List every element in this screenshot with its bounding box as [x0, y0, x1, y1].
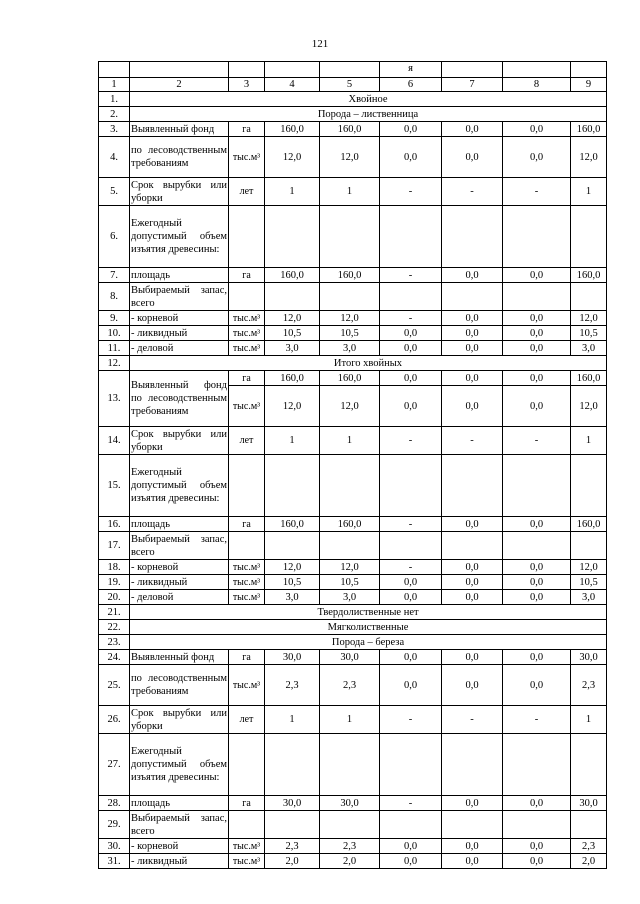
- header-fragment: я: [408, 63, 413, 74]
- row-number: 15.: [99, 455, 130, 517]
- column-number: 7: [442, 78, 503, 92]
- value-cell: 12,0: [320, 386, 380, 427]
- value-cell: 0,0: [503, 268, 571, 283]
- header-cell: [380, 62, 442, 78]
- value-cell: [380, 283, 442, 311]
- value-cell: 1: [320, 427, 380, 455]
- row-name: площадь: [130, 517, 229, 532]
- value-cell: [571, 532, 607, 560]
- value-cell: 0,0: [503, 386, 571, 427]
- row-name: Срок вырубки или уборки: [131, 428, 227, 453]
- section-title: Хвойное: [130, 92, 607, 107]
- value-cell: 0,0: [503, 517, 571, 532]
- value-cell: 0,0: [503, 137, 571, 178]
- row-number: 5.: [99, 178, 130, 206]
- table-row: [99, 854, 607, 869]
- value-cell: [503, 734, 571, 796]
- value-cell: 160,0: [320, 371, 380, 386]
- row-number: 28.: [99, 796, 130, 811]
- value-cell: [320, 455, 380, 517]
- value-cell: [503, 532, 571, 560]
- column-number: 9: [571, 78, 607, 92]
- table-row: [99, 137, 607, 178]
- value-cell: [442, 283, 503, 311]
- value-cell: [442, 734, 503, 796]
- value-cell: [503, 206, 571, 268]
- row-name: Выявленный фонд: [130, 122, 229, 137]
- value-cell: [265, 811, 320, 839]
- value-cell: -: [380, 706, 442, 734]
- header-cell: [130, 62, 229, 78]
- value-cell: 1: [265, 706, 320, 734]
- table-row: [99, 311, 607, 326]
- value-cell: 2,0: [571, 854, 607, 869]
- value-cell: 0,0: [380, 590, 442, 605]
- value-cell: 12,0: [571, 311, 607, 326]
- section-title: Твердолиственные нет: [130, 605, 607, 620]
- column-number: 4: [265, 78, 320, 92]
- value-cell: 0,0: [442, 268, 503, 283]
- row-unit: тыс.м³: [229, 560, 265, 575]
- value-cell: 0,0: [442, 650, 503, 665]
- row-number: 12.: [99, 356, 130, 371]
- value-cell: [442, 532, 503, 560]
- value-cell: 0,0: [442, 796, 503, 811]
- row-unit: тыс.м³: [229, 854, 265, 869]
- table-row: [99, 796, 607, 811]
- value-cell: 3,0: [265, 341, 320, 356]
- row-number: 17.: [99, 532, 130, 560]
- header-row: [99, 62, 607, 78]
- row-number: 21.: [99, 605, 130, 620]
- value-cell: 160,0: [320, 122, 380, 137]
- row-number: 7.: [99, 268, 130, 283]
- row-number: 30.: [99, 839, 130, 854]
- value-cell: 30,0: [265, 650, 320, 665]
- row-name: - ликвидный: [130, 575, 229, 590]
- row-number: 10.: [99, 326, 130, 341]
- value-cell: 2,3: [571, 665, 607, 706]
- table-row: [99, 455, 607, 517]
- value-cell: 10,5: [265, 575, 320, 590]
- value-cell: 160,0: [265, 517, 320, 532]
- value-cell: 0,0: [503, 371, 571, 386]
- column-number: 1: [99, 78, 130, 92]
- row-number: 22.: [99, 620, 130, 635]
- table-row: [99, 839, 607, 854]
- column-number: 6: [380, 78, 442, 92]
- value-cell: 0,0: [442, 311, 503, 326]
- value-cell: -: [442, 178, 503, 206]
- row-number: 2.: [99, 107, 130, 122]
- row-number: 1.: [99, 92, 130, 107]
- row-name: Выбираемый запас, всего: [131, 812, 227, 837]
- value-cell: -: [380, 178, 442, 206]
- table-row: [99, 706, 607, 734]
- value-cell: 0,0: [380, 386, 442, 427]
- value-cell: 0,0: [380, 854, 442, 869]
- row-number: 4.: [99, 137, 130, 178]
- value-cell: 0,0: [503, 650, 571, 665]
- row-number: 27.: [99, 734, 130, 796]
- value-cell: 0,0: [442, 137, 503, 178]
- value-cell: 0,0: [380, 575, 442, 590]
- table-row: [99, 326, 607, 341]
- table-row: [99, 532, 607, 560]
- value-cell: 10,5: [571, 575, 607, 590]
- table-row: [99, 665, 607, 706]
- value-cell: 12,0: [265, 137, 320, 178]
- value-cell: 2,3: [265, 665, 320, 706]
- value-cell: 0,0: [442, 371, 503, 386]
- value-cell: 160,0: [571, 122, 607, 137]
- table-row: [99, 650, 607, 665]
- value-cell: [380, 734, 442, 796]
- value-cell: 0,0: [380, 326, 442, 341]
- row-unit: тыс.м³: [229, 137, 265, 178]
- value-cell: 160,0: [265, 268, 320, 283]
- row-name: Выявленный фонд по лесоводственным требованиям: [130, 371, 229, 427]
- value-cell: [320, 283, 380, 311]
- value-cell: 12,0: [265, 560, 320, 575]
- value-cell: -: [503, 178, 571, 206]
- row-number: 13.: [99, 371, 130, 427]
- value-cell: 12,0: [571, 560, 607, 575]
- value-cell: 10,5: [571, 326, 607, 341]
- row-number: 9.: [99, 311, 130, 326]
- table-row: [99, 734, 607, 796]
- row-unit: лет: [229, 706, 265, 734]
- value-cell: 0,0: [442, 590, 503, 605]
- section-row: [99, 635, 607, 650]
- value-cell: 12,0: [571, 386, 607, 427]
- row-number: 24.: [99, 650, 130, 665]
- value-cell: 1: [265, 178, 320, 206]
- table-row: [99, 590, 607, 605]
- value-cell: 30,0: [320, 650, 380, 665]
- column-number: 2: [130, 78, 229, 92]
- row-unit: лет: [229, 427, 265, 455]
- row-name: по лесоводственным требованиям: [130, 665, 229, 706]
- row-unit: тыс.м³: [229, 311, 265, 326]
- row-unit: [229, 532, 265, 560]
- value-cell: 160,0: [320, 268, 380, 283]
- row-name: площадь: [130, 796, 229, 811]
- value-cell: 0,0: [380, 665, 442, 706]
- row-number: 3.: [99, 122, 130, 137]
- row-number: 11.: [99, 341, 130, 356]
- row-number: 14.: [99, 427, 130, 455]
- value-cell: -: [442, 427, 503, 455]
- row-name: Выявленный фонд: [130, 650, 229, 665]
- row-unit: га: [229, 517, 265, 532]
- row-name: - корневой: [130, 839, 229, 854]
- table-row: [99, 560, 607, 575]
- value-cell: 0,0: [442, 560, 503, 575]
- row-number: 8.: [99, 283, 130, 311]
- row-name: Выбираемый запас, всего: [131, 284, 227, 309]
- section-row: [99, 605, 607, 620]
- row-number: 29.: [99, 811, 130, 839]
- value-cell: [265, 532, 320, 560]
- table-row: [99, 283, 607, 311]
- row-name: - деловой: [130, 590, 229, 605]
- value-cell: -: [380, 796, 442, 811]
- row-unit: га: [229, 650, 265, 665]
- value-cell: -: [503, 427, 571, 455]
- value-cell: 2,3: [265, 839, 320, 854]
- value-cell: 3,0: [571, 590, 607, 605]
- value-cell: 1: [265, 427, 320, 455]
- row-unit: га: [229, 796, 265, 811]
- value-cell: 0,0: [503, 854, 571, 869]
- value-cell: 0,0: [380, 650, 442, 665]
- value-cell: 0,0: [503, 341, 571, 356]
- row-name: Срок вырубки или уборки: [131, 179, 227, 204]
- value-cell: 30,0: [265, 796, 320, 811]
- value-cell: [265, 206, 320, 268]
- column-number-row: [99, 78, 607, 92]
- table-row: [99, 178, 607, 206]
- value-cell: 1: [571, 706, 607, 734]
- row-number: 31.: [99, 854, 130, 869]
- value-cell: 0,0: [503, 839, 571, 854]
- value-cell: 30,0: [571, 650, 607, 665]
- value-cell: [320, 811, 380, 839]
- value-cell: 160,0: [571, 268, 607, 283]
- row-unit: тыс.м³: [229, 326, 265, 341]
- value-cell: -: [380, 560, 442, 575]
- value-cell: 0,0: [442, 326, 503, 341]
- header-cell: [265, 62, 320, 78]
- row-name: Ежегодный допустимый объем изъятия древесины:: [130, 734, 229, 796]
- value-cell: [503, 455, 571, 517]
- row-unit: лет: [229, 178, 265, 206]
- value-cell: 0,0: [380, 341, 442, 356]
- page-number: 121: [311, 38, 329, 50]
- row-number: 20.: [99, 590, 130, 605]
- row-number: 23.: [99, 635, 130, 650]
- table-body: [99, 62, 607, 869]
- row-number: 6.: [99, 206, 130, 268]
- value-cell: 1: [320, 178, 380, 206]
- value-cell: -: [380, 517, 442, 532]
- value-cell: [503, 811, 571, 839]
- row-number: 26.: [99, 706, 130, 734]
- value-cell: 0,0: [442, 575, 503, 590]
- value-cell: 0,0: [442, 665, 503, 706]
- row-number: 19.: [99, 575, 130, 590]
- value-cell: [320, 532, 380, 560]
- value-cell: 0,0: [380, 122, 442, 137]
- section-title: Мягколиственные: [130, 620, 607, 635]
- value-cell: [380, 206, 442, 268]
- value-cell: 3,0: [571, 341, 607, 356]
- row-name: Ежегодный допустимый объем изъятия древесины:: [130, 455, 229, 517]
- value-cell: [442, 206, 503, 268]
- value-cell: 160,0: [571, 371, 607, 386]
- row-name: - корневой: [130, 560, 229, 575]
- value-cell: 160,0: [571, 517, 607, 532]
- table-row: [99, 575, 607, 590]
- value-cell: 1: [571, 178, 607, 206]
- value-cell: [380, 811, 442, 839]
- column-number: 8: [503, 78, 571, 92]
- row-unit: [229, 283, 265, 311]
- value-cell: 3,0: [265, 590, 320, 605]
- header-cell: [229, 62, 265, 78]
- value-cell: 0,0: [442, 122, 503, 137]
- value-cell: 0,0: [442, 839, 503, 854]
- section-row: [99, 620, 607, 635]
- row-name: - ликвидный: [130, 854, 229, 869]
- value-cell: 30,0: [571, 796, 607, 811]
- value-cell: 2,0: [265, 854, 320, 869]
- value-cell: 2,0: [320, 854, 380, 869]
- value-cell: 0,0: [380, 839, 442, 854]
- table-row: [99, 371, 607, 386]
- value-cell: 30,0: [320, 796, 380, 811]
- row-unit: [229, 206, 265, 268]
- table-row: [99, 811, 607, 839]
- row-number: 25.: [99, 665, 130, 706]
- value-cell: 3,0: [320, 341, 380, 356]
- section-row: [99, 356, 607, 371]
- value-cell: 0,0: [442, 854, 503, 869]
- value-cell: [380, 455, 442, 517]
- column-number: 5: [320, 78, 380, 92]
- value-cell: 12,0: [320, 137, 380, 178]
- row-unit: тыс.м³: [229, 386, 265, 427]
- row-unit: тыс.м³: [229, 665, 265, 706]
- value-cell: [320, 734, 380, 796]
- row-name: Выбираемый запас, всего: [131, 533, 227, 558]
- value-cell: 10,5: [320, 575, 380, 590]
- row-name: по лесоводственным требованиям: [130, 137, 229, 178]
- row-unit: тыс.м³: [229, 839, 265, 854]
- value-cell: 1: [571, 427, 607, 455]
- value-cell: 12,0: [265, 311, 320, 326]
- value-cell: 0,0: [442, 517, 503, 532]
- section-row: [99, 92, 607, 107]
- value-cell: 0,0: [503, 560, 571, 575]
- value-cell: 2,3: [320, 665, 380, 706]
- value-cell: [265, 734, 320, 796]
- value-cell: 160,0: [265, 371, 320, 386]
- value-cell: 10,5: [265, 326, 320, 341]
- row-name: - корневой: [130, 311, 229, 326]
- value-cell: 1: [320, 706, 380, 734]
- value-cell: 0,0: [503, 575, 571, 590]
- row-unit: [229, 734, 265, 796]
- value-cell: [265, 455, 320, 517]
- table-row: [99, 122, 607, 137]
- value-cell: 2,3: [571, 839, 607, 854]
- row-unit: тыс.м³: [229, 575, 265, 590]
- table-row: [99, 427, 607, 455]
- value-cell: 0,0: [442, 386, 503, 427]
- row-name: Ежегодный допустимый объем изъятия древесины:: [130, 206, 229, 268]
- row-name: - деловой: [130, 341, 229, 356]
- header-cell: [503, 62, 571, 78]
- row-unit: га: [229, 268, 265, 283]
- header-cell: [320, 62, 380, 78]
- row-name: - ликвидный: [130, 326, 229, 341]
- row-unit: [229, 455, 265, 517]
- table-row: [99, 341, 607, 356]
- value-cell: [571, 734, 607, 796]
- value-cell: 12,0: [320, 560, 380, 575]
- value-cell: 0,0: [503, 590, 571, 605]
- value-cell: 2,3: [320, 839, 380, 854]
- value-cell: -: [380, 268, 442, 283]
- value-cell: 10,5: [320, 326, 380, 341]
- value-cell: -: [503, 706, 571, 734]
- value-cell: 0,0: [503, 122, 571, 137]
- table-row: [99, 517, 607, 532]
- section-row: [99, 107, 607, 122]
- value-cell: [265, 283, 320, 311]
- value-cell: 0,0: [380, 371, 442, 386]
- row-unit: [229, 811, 265, 839]
- row-number: 18.: [99, 560, 130, 575]
- value-cell: 0,0: [503, 326, 571, 341]
- value-cell: 0,0: [503, 796, 571, 811]
- value-cell: 12,0: [265, 386, 320, 427]
- value-cell: 0,0: [503, 665, 571, 706]
- section-title: Итого хвойных: [130, 356, 607, 371]
- value-cell: 0,0: [503, 311, 571, 326]
- row-unit: га: [229, 122, 265, 137]
- value-cell: 12,0: [571, 137, 607, 178]
- value-cell: -: [442, 706, 503, 734]
- row-unit: га: [229, 371, 265, 386]
- value-cell: [380, 532, 442, 560]
- header-cell: [99, 62, 130, 78]
- value-cell: 12,0: [320, 311, 380, 326]
- value-cell: 3,0: [320, 590, 380, 605]
- value-cell: 0,0: [380, 137, 442, 178]
- row-unit: тыс.м³: [229, 590, 265, 605]
- header-cell: [442, 62, 503, 78]
- forest-fund-table: [98, 61, 607, 869]
- value-cell: [320, 206, 380, 268]
- value-cell: [571, 811, 607, 839]
- value-cell: [571, 455, 607, 517]
- value-cell: [571, 206, 607, 268]
- header-cell: [571, 62, 607, 78]
- value-cell: -: [380, 311, 442, 326]
- row-number: 16.: [99, 517, 130, 532]
- value-cell: [442, 455, 503, 517]
- value-cell: -: [380, 427, 442, 455]
- value-cell: 0,0: [442, 341, 503, 356]
- table-row: [99, 268, 607, 283]
- row-unit: тыс.м³: [229, 341, 265, 356]
- value-cell: [503, 283, 571, 311]
- section-title: Порода – береза: [130, 635, 607, 650]
- row-name: Срок вырубки или уборки: [131, 707, 227, 732]
- value-cell: 160,0: [320, 517, 380, 532]
- value-cell: [442, 811, 503, 839]
- row-name: площадь: [130, 268, 229, 283]
- value-cell: [571, 283, 607, 311]
- value-cell: 160,0: [265, 122, 320, 137]
- column-number: 3: [229, 78, 265, 92]
- table-row: [99, 206, 607, 268]
- section-title: Порода – лиственница: [130, 107, 607, 122]
